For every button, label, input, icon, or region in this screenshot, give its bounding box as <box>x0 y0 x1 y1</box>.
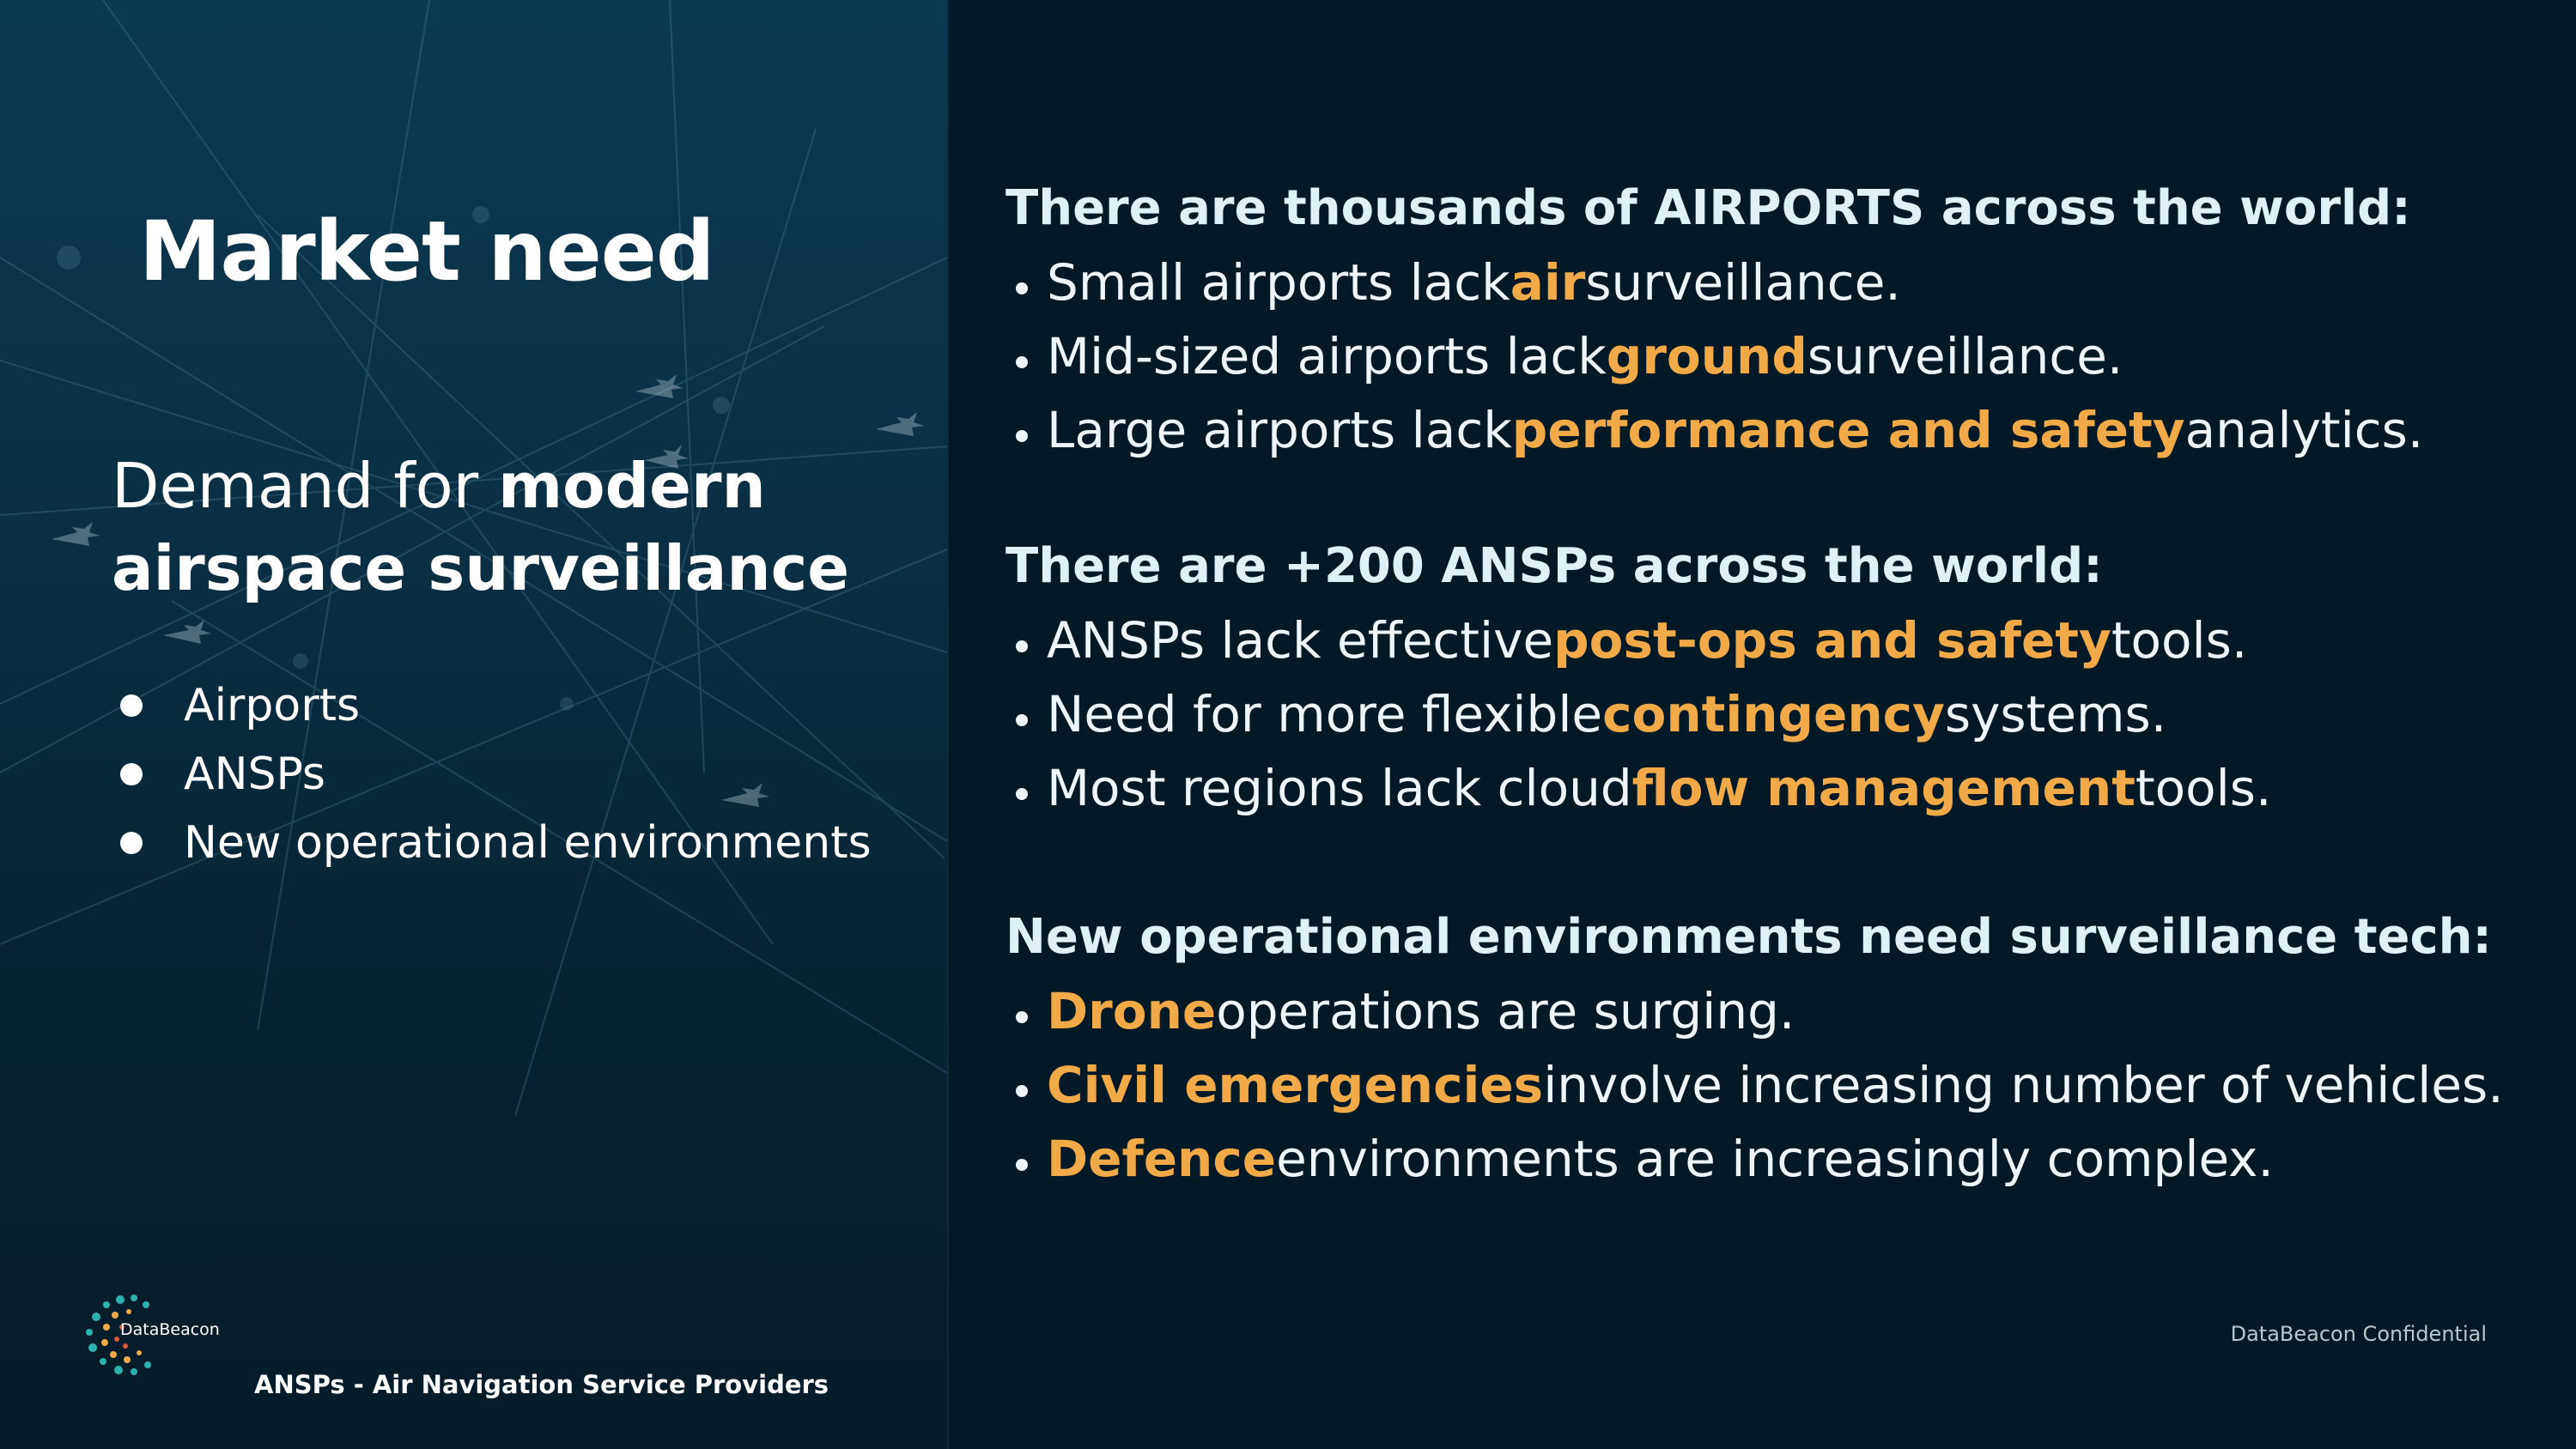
ansps-section <box>1005 530 2271 825</box>
bullet-icon <box>1016 430 1028 442</box>
page-title: Market need <box>139 203 714 300</box>
footnote: ANSPs - Air Navigation Service Providers <box>254 1370 829 1399</box>
bullet-icon <box>1016 282 1028 294</box>
bullet-icon <box>1016 1159 1028 1171</box>
item-text: environments are increasingly complex. <box>1276 1130 2274 1188</box>
section-heading: There are +200 ANSPs across the world: <box>1005 538 2103 594</box>
item-text: surveillance. <box>1585 253 1901 312</box>
list-item <box>1005 393 2423 467</box>
item-highlight: contingency <box>1602 685 1945 743</box>
confidential-label: DataBeacon Confidential <box>2230 1322 2487 1346</box>
list-item <box>1005 1122 2504 1196</box>
list-item <box>112 671 872 740</box>
bullet-icon <box>1016 788 1028 800</box>
item-text: analytics. <box>2184 401 2424 459</box>
item-highlight: ground <box>1606 327 1807 385</box>
item-highlight: Drone <box>1047 982 1217 1040</box>
list-item <box>1005 974 2504 1048</box>
item-text: Small airports lack <box>1047 253 1510 312</box>
item-highlight: performance and safety <box>1511 401 2185 459</box>
list-item <box>112 740 872 809</box>
list-item-label: New operational environments <box>184 817 872 869</box>
item-highlight: Defence <box>1047 1130 1277 1188</box>
item-text: Mid-sized airports lack <box>1047 327 1607 385</box>
item-text: tools. <box>2135 759 2272 817</box>
item-text: tools. <box>2111 611 2248 670</box>
item-text: operations are surging. <box>1216 982 1795 1040</box>
item-highlight: air <box>1510 253 1586 312</box>
item-highlight: flow management <box>1631 759 2136 817</box>
item-highlight: post-ops and safety <box>1553 611 2111 670</box>
item-text: involve increasing number of vehicles. <box>1543 1056 2504 1114</box>
demand-statement <box>112 445 884 609</box>
item-text: surveillance. <box>1807 327 2123 385</box>
item-text: Large airports lack <box>1047 401 1512 459</box>
new-environments-section <box>1005 900 2504 1196</box>
left-panel <box>0 0 947 1449</box>
section-list <box>1005 603 2271 825</box>
market-segments-list <box>112 671 872 877</box>
list-item-label: ANSPs <box>184 749 326 800</box>
demand-prefix: Demand for <box>112 450 499 522</box>
list-item <box>1005 319 2423 393</box>
item-highlight: Civil emergencies <box>1047 1056 1544 1114</box>
bullet-icon <box>120 832 143 854</box>
section-heading: New operational environments need surveillance tech: <box>1005 909 2492 965</box>
bullet-icon <box>1016 640 1028 652</box>
item-text: Most regions lack cloud <box>1047 759 1632 817</box>
bullet-icon <box>1016 1085 1028 1097</box>
list-item <box>1005 246 2423 319</box>
section-list <box>1005 246 2423 467</box>
list-item <box>1005 751 2271 825</box>
demand-bold: modern airspace surveillance <box>112 450 850 604</box>
bullet-icon <box>1016 1011 1028 1023</box>
list-item <box>1005 677 2271 751</box>
section-list <box>1005 974 2504 1196</box>
list-item <box>112 809 872 877</box>
item-text: Need for more flexible <box>1047 685 1603 743</box>
section-heading: There are thousands of AIRPORTS across the world: <box>1005 180 2411 236</box>
airports-section <box>1005 172 2423 467</box>
list-item-label: Airports <box>184 680 361 731</box>
bullet-icon <box>1016 714 1028 726</box>
bullet-icon <box>120 694 143 717</box>
bullet-icon <box>120 763 143 785</box>
item-text: systems. <box>1944 685 2167 743</box>
bullet-icon <box>1016 356 1028 368</box>
item-text: ANSPs lack effective <box>1047 611 1554 670</box>
list-item <box>1005 1048 2504 1122</box>
logo-text: DataBeacon <box>120 1320 220 1339</box>
list-item <box>1005 603 2271 677</box>
